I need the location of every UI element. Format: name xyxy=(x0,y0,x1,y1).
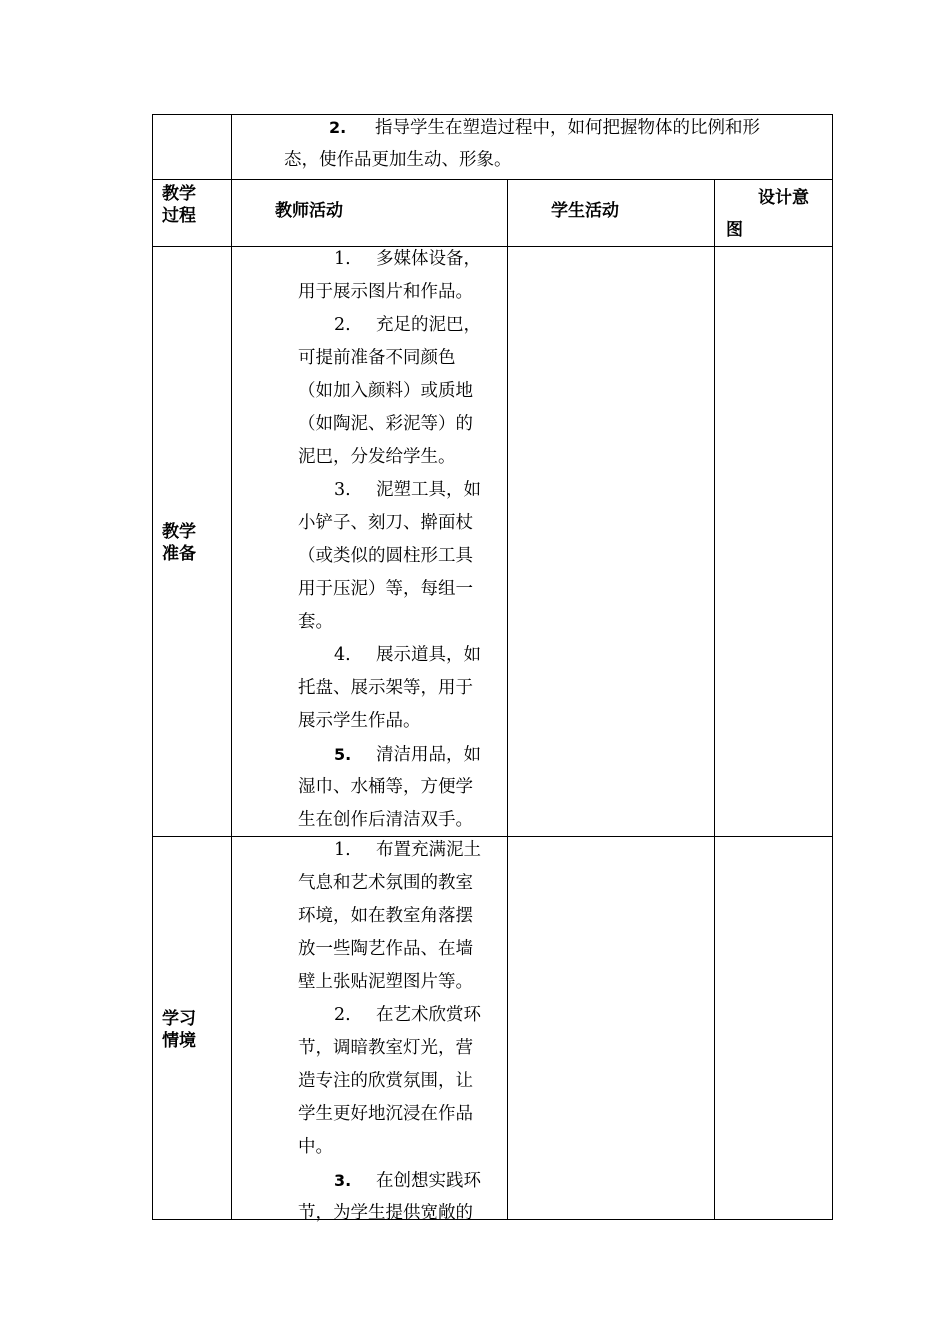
prep-item-3-line-2: 小铲子、刻刀、擀面杖 xyxy=(298,513,473,533)
prep-item-2-line-4: （如陶泥、彩泥等）的 xyxy=(298,414,473,434)
prep-item-3-number: 3. xyxy=(334,480,351,500)
env-item-3-number: 3. xyxy=(334,1171,352,1190)
top-row-text-1: 指导学生在塑造过程中，如何把握物体的比例和形 xyxy=(375,118,760,138)
prep-item-2-line-2: 可提前准备不同颜色 xyxy=(298,348,456,368)
prep-item-5-number: 5. xyxy=(334,745,352,764)
env-item-2-number: 2. xyxy=(334,1005,351,1025)
prep-item-3-line-1: 3. 泥塑工具，如 xyxy=(298,474,498,507)
prep-item-4-line-1: 4. 展示道具，如 xyxy=(298,639,498,672)
table-col-divider-1 xyxy=(231,114,232,1220)
prep-teacher-activity xyxy=(298,243,498,837)
prep-item-2-number: 2. xyxy=(334,315,351,335)
table-border-right xyxy=(832,114,833,1220)
header-col-design xyxy=(726,182,826,246)
env-label-line-1: 学习 xyxy=(162,1009,196,1029)
section-label-env xyxy=(162,1008,196,1052)
prep-item-5-line-1: 5. 清洁用品，如 xyxy=(298,738,498,771)
env-item-2-line-2: 节，调暗教室灯光，营 xyxy=(298,1038,473,1058)
header-col-process xyxy=(162,183,196,227)
prep-item-4-line-3: 展示学生作品。 xyxy=(298,711,421,731)
env-item-1-line-5: 壁上张贴泥塑图片等。 xyxy=(298,972,473,992)
env-item-1-line-3: 环境，如在教室角落摆 xyxy=(298,906,473,926)
env-item-2-line-5: 中。 xyxy=(298,1137,333,1157)
top-row-number: 2. xyxy=(329,118,347,137)
env-item-1-line-4: 放一些陶艺作品、在墙 xyxy=(298,939,473,959)
top-row-text-2: 态，使作品更加生动、形象。 xyxy=(284,150,512,170)
prep-item-4-number: 4. xyxy=(334,645,351,665)
env-item-1-line-1: 1. 布置充满泥土 xyxy=(298,834,498,867)
table-col-divider-3 xyxy=(714,179,715,1220)
env-item-2-line-4: 学生更好地沉浸在作品 xyxy=(298,1104,473,1124)
prep-item-5-line-3: 生在创作后清洁双手。 xyxy=(298,810,473,830)
section-label-prep xyxy=(162,521,196,565)
top-row-line-1 xyxy=(329,111,760,145)
env-item-3-line-1: 3. 在创想实践环 xyxy=(298,1164,498,1197)
prep-item-1-number: 1. xyxy=(334,249,351,269)
env-teacher-activity xyxy=(298,834,498,1230)
prep-item-3-line-4: 用于压泥）等，每组一 xyxy=(298,579,473,599)
prep-item-3-line-3: （或类似的圆柱形工具 xyxy=(298,546,473,566)
prep-label-line-2: 准备 xyxy=(162,544,196,564)
prep-item-5-line-2: 湿巾、水桶等，方便学 xyxy=(298,777,473,797)
header-process-line-2: 过程 xyxy=(162,206,196,226)
table-rule-header-top xyxy=(152,179,833,180)
prep-item-3-line-5: 套。 xyxy=(298,612,333,632)
env-item-1-number: 1. xyxy=(334,840,351,860)
prep-item-1-line-2: 用于展示图片和作品。 xyxy=(298,282,473,302)
table-col-divider-2 xyxy=(507,179,508,1220)
prep-label-line-1: 教学 xyxy=(162,522,196,542)
header-design-line-2: 图 xyxy=(726,220,743,240)
table-border-left xyxy=(152,114,153,1220)
env-item-2-line-3: 造专注的欣赏氛围，让 xyxy=(298,1071,473,1091)
header-design-line-1: 设计意 xyxy=(758,188,809,208)
env-item-2-line-1: 2. 在艺术欣赏环 xyxy=(298,999,498,1032)
env-item-3-line-2: 节，为学生提供宽敞的 xyxy=(298,1203,473,1223)
header-col-teacher: 教师活动 xyxy=(275,201,343,221)
env-item-1-line-2: 气息和艺术氛围的教室 xyxy=(298,873,473,893)
header-col-student: 学生活动 xyxy=(551,201,619,221)
prep-item-2-line-5: 泥巴，分发给学生。 xyxy=(298,447,456,467)
prep-item-1-line-1: 1. 多媒体设备， xyxy=(298,243,498,276)
env-label-line-2: 情境 xyxy=(162,1031,196,1051)
prep-item-4-line-2: 托盘、展示架等，用于 xyxy=(298,678,473,698)
prep-item-2-line-1: 2. 充足的泥巴， xyxy=(298,309,498,342)
top-row-line-2 xyxy=(284,144,512,177)
header-process-line-1: 教学 xyxy=(162,184,196,204)
prep-item-2-line-3: （如加入颜料）或质地 xyxy=(298,381,473,401)
